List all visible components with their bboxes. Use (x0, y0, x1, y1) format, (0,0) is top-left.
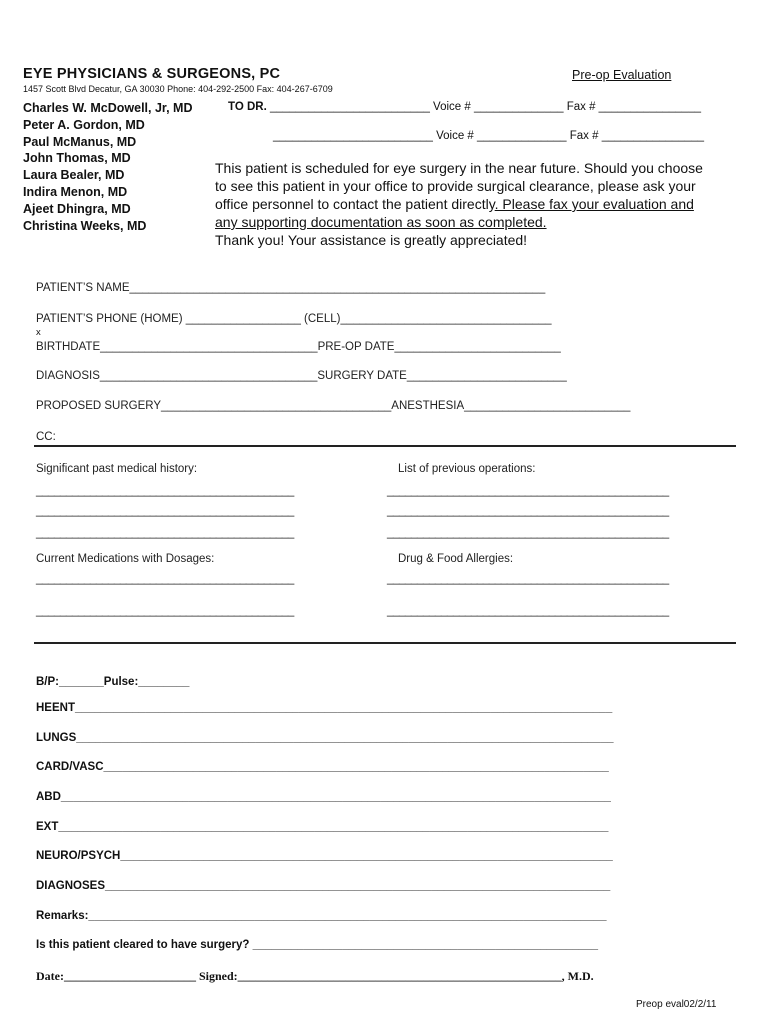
medications-line[interactable]: ___________________________________________ (36, 605, 294, 617)
doctor-name: Christina Weeks, MD (23, 218, 147, 233)
neuro-psych-field[interactable]: NEURO/PSYCH_____________________________________________________________________________ (36, 850, 613, 862)
allergies-line[interactable]: _______________________________________________ (387, 605, 669, 617)
bp-pulse-field[interactable]: B/P:_______Pulse:________ (36, 676, 190, 688)
past-medical-history-line[interactable]: ___________________________________________ (36, 505, 294, 517)
doctor-name: Paul McManus, MD (23, 134, 137, 149)
doctor-list (23, 100, 193, 234)
request-message (215, 159, 703, 249)
previous-operations-line[interactable]: _______________________________________________ (387, 505, 669, 517)
proposed-surgery-anesthesia-field[interactable]: PROPOSED SURGERY____________________________________ANESTHESIA__________________________ (36, 400, 631, 412)
doctor-name: Laura Bealer, MD (23, 168, 125, 183)
practice-name: EYE PHYSICIANS & SURGEONS, PC (23, 66, 281, 82)
message-line-text: office personnel to contact the patient directly (215, 196, 495, 212)
medications-line[interactable]: ___________________________________________ (36, 573, 294, 585)
cc-label: CC: (36, 431, 56, 443)
patient-phone-field[interactable]: PATIENT’S PHONE (HOME) __________________ (CELL)_________________________________ (36, 313, 552, 325)
doctor-name: Charles W. McDowell, Jr, MD (23, 101, 193, 115)
previous-operations-line[interactable]: _______________________________________________ (387, 485, 669, 497)
ext-field[interactable]: EXT______________________________________________________________________________________ (36, 821, 609, 833)
x-mark: x (36, 327, 41, 338)
past-medical-history-line[interactable]: ___________________________________________ (36, 527, 294, 539)
past-medical-history-label: Significant past medical history: (36, 463, 198, 475)
doctor-name: Ajeet Dhingra, MD (23, 201, 131, 216)
message-line: This patient is scheduled for eye surgery in the near future. Should you choose (215, 160, 703, 176)
section-divider (34, 445, 736, 447)
diagnosis-surgery-date-field[interactable]: DIAGNOSIS__________________________________SURGERY DATE_________________________ (36, 370, 567, 382)
message-line-underlined: any supporting documentation as soon as completed. (215, 214, 547, 230)
form-revision: Preop eval02/2/11 (636, 999, 717, 1010)
medications-label: Current Medications with Dosages: (36, 553, 215, 565)
allergies-label: Drug & Food Allergies: (398, 553, 514, 565)
past-medical-history-line[interactable]: ___________________________________________ (36, 485, 294, 497)
allergies-line[interactable]: _______________________________________________ (387, 573, 669, 585)
doctor-name: Indira Menon, MD (23, 184, 128, 199)
previous-operations-label: List of previous operations: (398, 463, 536, 475)
surgery-clearance-field[interactable]: Is this patient cleared to have surgery? ______________________________________________________ (36, 939, 599, 951)
lungs-field[interactable]: LUNGS____________________________________________________________________________________ (36, 732, 614, 744)
to-doctor-row-1[interactable] (228, 101, 701, 113)
abd-field[interactable]: ABD______________________________________________________________________________________ (36, 791, 611, 803)
message-line (215, 195, 703, 213)
to-doctor-row-2[interactable]: _________________________ Voice # ______________ Fax # ________________ (273, 130, 705, 142)
doctor-name: Peter A. Gordon, MD (23, 117, 145, 132)
section-divider (34, 642, 736, 644)
remarks-field[interactable]: Remarks:_________________________________________________________________________________ (36, 910, 607, 922)
card-vasc-field[interactable]: CARD/VASC_______________________________________________________________________________ (36, 761, 609, 773)
form-title: Pre-op Evaluation (572, 68, 672, 82)
to-doctor-blanks[interactable]: _________________________ Voice # ______________ Fax # ________________ (266, 101, 701, 113)
date-signature-field[interactable]: Date:______________________ Signed:______________________________________________________, M.D. (36, 969, 594, 983)
birthdate-preop-date-field[interactable]: BIRTHDATE__________________________________PRE-OP DATE__________________________ (36, 341, 561, 353)
practice-address: 1457 Scott Blvd Decatur, GA 30030 Phone: 404-292-2500 Fax: 404-267-6709 (23, 84, 333, 94)
message-line: to see this patient in your office to provide surgical clearance, please ask your (215, 178, 696, 194)
previous-operations-line[interactable]: _______________________________________________ (387, 527, 669, 539)
message-line: Thank you! Your assistance is greatly appreciated! (215, 232, 528, 248)
heent-field[interactable]: HEENT____________________________________________________________________________________ (36, 702, 613, 714)
patient-name-field[interactable]: PATIENT’S NAME_________________________________________________________________ (36, 282, 546, 294)
message-line-underlined: . Please fax your evaluation and (494, 196, 694, 212)
doctor-name: John Thomas, MD (23, 151, 131, 166)
diagnoses-field[interactable]: DIAGNOSES_______________________________________________________________________________ (36, 880, 611, 892)
to-doctor-label: TO DR. (228, 101, 267, 113)
